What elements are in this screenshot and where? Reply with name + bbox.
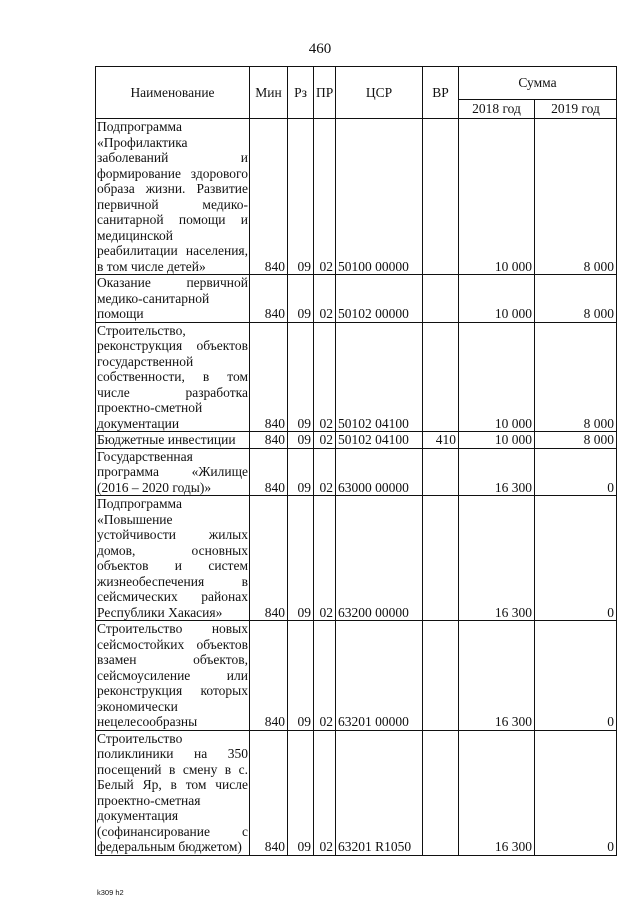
row-pr: 02 (314, 730, 336, 855)
row-name: Строительство, реконструкция объектов государственной собственности, в том числе разработка проектно-сметной документации (97, 322, 248, 431)
row-sum-2018: 10 000 (459, 119, 535, 275)
table-row (96, 496, 617, 621)
table-row (96, 119, 617, 275)
row-sum-2019: 0 (535, 730, 617, 855)
row-rz: 09 (288, 730, 314, 855)
row-rz: 09 (288, 432, 314, 449)
row-pr: 02 (314, 432, 336, 449)
row-csr: 50102 04100 (336, 322, 423, 432)
row-sum-2018: 16 300 (459, 448, 535, 496)
row-csr: 50100 00000 (336, 119, 423, 275)
row-sum-2018: 10 000 (459, 275, 535, 323)
row-min: 840 (250, 621, 288, 731)
header-year-2018: 2018 год (459, 100, 535, 119)
row-csr: 63201 00000 (336, 621, 423, 731)
row-min: 840 (250, 432, 288, 449)
header-vr: ВР (423, 67, 459, 119)
table-row (96, 322, 617, 432)
table-body (96, 119, 617, 856)
row-rz: 09 (288, 322, 314, 432)
row-csr: 63200 00000 (336, 496, 423, 621)
footer-code: k309 h2 (97, 888, 124, 897)
row-rz: 09 (288, 119, 314, 275)
row-csr: 63000 00000 (336, 448, 423, 496)
row-csr: 63201 R1050 (336, 730, 423, 855)
row-min: 840 (250, 119, 288, 275)
header-min: Мин (250, 67, 288, 119)
row-pr: 02 (314, 496, 336, 621)
table-row (96, 432, 617, 449)
header-sum: Сумма (459, 67, 617, 100)
row-vr (423, 275, 459, 323)
row-pr: 02 (314, 448, 336, 496)
row-pr: 02 (314, 275, 336, 323)
row-name: Государственная программа «Жилище (2016 – 2020 годы)» (97, 448, 248, 495)
row-rz: 09 (288, 496, 314, 621)
row-min: 840 (250, 275, 288, 323)
row-name: Оказание первичной медико-санитарной помощи (97, 275, 248, 321)
row-min: 840 (250, 322, 288, 432)
row-name: Подпрограмма «Профилактика заболеваний и формирование здорового образа жизни. Развитие первичной медико-санитарной помощи и медицинской реабилитации населения, в том числе детей» (97, 119, 248, 274)
row-sum-2018: 16 300 (459, 496, 535, 621)
table-row (96, 621, 617, 731)
row-sum-2018: 16 300 (459, 621, 535, 731)
header-year-2019: 2019 год (535, 100, 617, 119)
table-row (96, 275, 617, 323)
table-row (96, 730, 617, 855)
row-vr (423, 496, 459, 621)
row-pr: 02 (314, 621, 336, 731)
row-pr: 02 (314, 119, 336, 275)
row-sum-2018: 16 300 (459, 730, 535, 855)
row-vr (423, 119, 459, 275)
row-sum-2019: 8 000 (535, 432, 617, 449)
row-vr: 410 (423, 432, 459, 449)
row-vr (423, 621, 459, 731)
row-name: Строительство новых сейсмостойких объектов взамен объектов, сейсмоусиление или реконструкция которых экономически нецелесообразны (97, 621, 248, 729)
row-name: Подпрограмма «Повышение устойчивости жилых домов, основных объектов и систем жизнеобеспечения в сейсмических районах Республики Хакасия» (97, 496, 248, 620)
row-vr (423, 730, 459, 855)
row-csr: 50102 00000 (336, 275, 423, 323)
row-sum-2019: 0 (535, 448, 617, 496)
row-sum-2018: 10 000 (459, 322, 535, 432)
row-rz: 09 (288, 448, 314, 496)
header-csr: ЦСР (336, 67, 423, 119)
table-row (96, 448, 617, 496)
header-rz: Рз (288, 67, 314, 119)
row-min: 840 (250, 448, 288, 496)
page-number: 460 (308, 41, 332, 57)
row-min: 840 (250, 730, 288, 855)
row-name: Бюджетные инвестиции (96, 432, 250, 449)
row-sum-2019: 0 (535, 496, 617, 621)
row-sum-2019: 8 000 (535, 322, 617, 432)
row-sum-2019: 0 (535, 621, 617, 731)
row-min: 840 (250, 496, 288, 621)
row-rz: 09 (288, 275, 314, 323)
header-name: Наименование (96, 67, 250, 119)
row-rz: 09 (288, 621, 314, 731)
budget-table (95, 66, 617, 856)
row-name: Строительство поликлиники на 350 посещений в смену в с. Белый Яр, в том числе проектно-сметная документация (софинансирование с федеральным бюджетом) (97, 730, 248, 854)
header-pr: ПР (314, 67, 336, 119)
row-pr: 02 (314, 322, 336, 432)
row-sum-2019: 8 000 (535, 275, 617, 323)
row-vr (423, 448, 459, 496)
row-sum-2019: 8 000 (535, 119, 617, 275)
row-vr (423, 322, 459, 432)
row-csr: 50102 04100 (336, 432, 423, 449)
row-sum-2018: 10 000 (459, 432, 535, 449)
